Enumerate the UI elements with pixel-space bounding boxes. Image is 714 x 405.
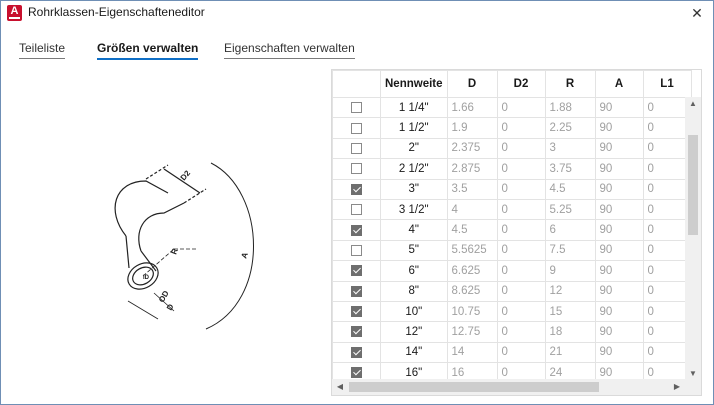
row-checkbox[interactable] <box>351 245 362 256</box>
cell-d2[interactable]: 0 <box>497 240 545 260</box>
cell-d[interactable]: 5.5625 <box>447 240 497 260</box>
cell-r[interactable]: 5.25 <box>545 199 595 219</box>
cell-r[interactable]: 12 <box>545 281 595 301</box>
table-row[interactable] <box>333 159 692 179</box>
row-select-cell[interactable] <box>333 118 381 138</box>
cell-l1[interactable]: 0 <box>643 240 691 260</box>
table-row[interactable] <box>333 98 692 118</box>
cell-d2[interactable]: 0 <box>497 159 545 179</box>
table-row[interactable] <box>333 301 692 321</box>
cell-a[interactable]: 90 <box>595 322 643 342</box>
cell-r[interactable]: 18 <box>545 322 595 342</box>
cell-d2[interactable]: 0 <box>497 363 545 383</box>
row-select-cell[interactable] <box>333 342 381 362</box>
cell-nennweite[interactable]: 5" <box>381 240 448 260</box>
cell-a[interactable]: 90 <box>595 159 643 179</box>
cell-nennweite[interactable]: 3" <box>381 179 448 199</box>
cell-d2[interactable]: 0 <box>497 199 545 219</box>
cell-d[interactable]: 2.375 <box>447 138 497 158</box>
row-checkbox[interactable] <box>351 367 362 378</box>
row-checkbox[interactable] <box>351 102 362 113</box>
vertical-scroll-thumb[interactable] <box>688 135 698 235</box>
cell-a[interactable]: 90 <box>595 342 643 362</box>
cell-d[interactable]: 1.9 <box>447 118 497 138</box>
table-row[interactable] <box>333 240 692 260</box>
cell-a[interactable]: 90 <box>595 220 643 240</box>
cell-r[interactable]: 1.88 <box>545 98 595 118</box>
row-checkbox[interactable] <box>351 184 362 195</box>
cell-l1[interactable]: 0 <box>643 118 691 138</box>
cell-r[interactable]: 3.75 <box>545 159 595 179</box>
row-select-cell[interactable] <box>333 220 381 240</box>
cell-l1[interactable]: 0 <box>643 261 691 281</box>
cell-a[interactable]: 90 <box>595 138 643 158</box>
tab-eigenschaften-verwalten[interactable]: Eigenschaften verwalten <box>224 41 355 59</box>
col-header-l1[interactable]: L1 <box>643 71 691 98</box>
row-checkbox[interactable] <box>351 123 362 134</box>
cell-l1[interactable]: 0 <box>643 179 691 199</box>
cell-d2[interactable]: 0 <box>497 220 545 240</box>
cell-d[interactable]: 12.75 <box>447 322 497 342</box>
col-header-select[interactable] <box>333 71 381 98</box>
col-header-r[interactable]: R <box>545 71 595 98</box>
title-bar <box>1 1 713 25</box>
row-checkbox[interactable] <box>351 204 362 215</box>
label-d: D <box>164 302 176 312</box>
cell-nennweite[interactable]: 16" <box>381 363 448 383</box>
cell-d2[interactable]: 0 <box>497 138 545 158</box>
table-row[interactable] <box>333 220 692 240</box>
cell-a[interactable]: 90 <box>595 301 643 321</box>
cell-nennweite[interactable]: 3 1/2" <box>381 199 448 219</box>
cell-d2[interactable]: 0 <box>497 98 545 118</box>
cell-d[interactable]: 8.625 <box>447 281 497 301</box>
window-title: Rohrklassen-Eigenschafteneditor <box>28 5 205 19</box>
cell-nennweite[interactable]: 6" <box>381 261 448 281</box>
col-header-d[interactable]: D <box>447 71 497 98</box>
cell-l1[interactable]: 0 <box>643 199 691 219</box>
tab-groessen-verwalten[interactable]: Größen verwalten <box>97 41 198 60</box>
row-checkbox[interactable] <box>351 306 362 317</box>
cell-d2[interactable]: 0 <box>497 118 545 138</box>
label-id: ID <box>143 275 149 281</box>
label-a: A <box>239 251 250 260</box>
elbow-outer-curve <box>115 181 168 236</box>
cell-l1[interactable]: 0 <box>643 98 691 118</box>
label-od: OD <box>156 289 171 304</box>
elbow-inner-curve <box>139 203 184 251</box>
row-select-cell[interactable] <box>333 322 381 342</box>
cell-r[interactable]: 3 <box>545 138 595 158</box>
row-select-cell[interactable] <box>333 301 381 321</box>
cell-d[interactable]: 6.625 <box>447 261 497 281</box>
horizontal-scrollbar[interactable] <box>332 379 701 395</box>
scroll-left-icon[interactable]: ◀ <box>336 382 344 391</box>
scrollbar-corner <box>685 379 701 395</box>
cell-d2[interactable]: 0 <box>497 261 545 281</box>
cell-l1[interactable]: 0 <box>643 301 691 321</box>
cell-d[interactable]: 16 <box>447 363 497 383</box>
col-header-d2[interactable]: D2 <box>497 71 545 98</box>
cell-nennweite[interactable]: 1 1/4" <box>381 98 448 118</box>
table-row[interactable] <box>333 118 692 138</box>
cell-l1[interactable]: 0 <box>643 342 691 362</box>
cell-d[interactable]: 14 <box>447 342 497 362</box>
sizes-grid <box>331 69 702 396</box>
cell-l1[interactable]: 0 <box>643 138 691 158</box>
table-row[interactable] <box>333 322 692 342</box>
row-checkbox[interactable] <box>351 225 362 236</box>
cell-a[interactable]: 90 <box>595 281 643 301</box>
cell-d2[interactable]: 0 <box>497 301 545 321</box>
cell-d[interactable]: 4.5 <box>447 220 497 240</box>
col-header-nennweite[interactable]: Nennweite <box>381 71 448 98</box>
close-icon[interactable]: ✕ <box>691 5 703 21</box>
sizes-table <box>332 70 692 383</box>
cell-nennweite[interactable]: 2 1/2" <box>381 159 448 179</box>
cell-nennweite[interactable]: 12" <box>381 322 448 342</box>
cell-r[interactable]: 24 <box>545 363 595 383</box>
cell-r[interactable]: 2.25 <box>545 118 595 138</box>
row-checkbox[interactable] <box>351 286 362 297</box>
row-select-cell[interactable] <box>333 98 381 118</box>
cell-d2[interactable]: 0 <box>497 179 545 199</box>
table-row[interactable] <box>333 199 692 219</box>
col-header-a[interactable]: A <box>595 71 643 98</box>
cell-d[interactable]: 4 <box>447 199 497 219</box>
row-checkbox[interactable] <box>351 163 362 174</box>
row-select-cell[interactable] <box>333 281 381 301</box>
row-select-cell[interactable] <box>333 240 381 260</box>
table-row[interactable] <box>333 261 692 281</box>
row-select-cell[interactable] <box>333 179 381 199</box>
cell-nennweite[interactable]: 1 1/2" <box>381 118 448 138</box>
row-select-cell[interactable] <box>333 159 381 179</box>
cell-a[interactable]: 90 <box>595 240 643 260</box>
row-checkbox[interactable] <box>351 326 362 337</box>
cell-l1[interactable]: 0 <box>643 159 691 179</box>
cell-d[interactable]: 2.875 <box>447 159 497 179</box>
cell-a[interactable]: 90 <box>595 179 643 199</box>
label-d2: D2 <box>178 168 193 183</box>
table-row[interactable] <box>333 138 692 158</box>
cell-d[interactable]: 1.66 <box>447 98 497 118</box>
cell-d[interactable]: 3.5 <box>447 179 497 199</box>
cell-nennweite[interactable]: 14" <box>381 342 448 362</box>
cell-l1[interactable]: 0 <box>643 363 691 383</box>
cell-d[interactable]: 10.75 <box>447 301 497 321</box>
cell-r[interactable]: 9 <box>545 261 595 281</box>
row-checkbox[interactable] <box>351 143 362 154</box>
scroll-up-icon[interactable]: ▲ <box>689 99 697 108</box>
row-checkbox[interactable] <box>351 265 362 276</box>
cell-l1[interactable]: 0 <box>643 322 691 342</box>
row-checkbox[interactable] <box>351 347 362 358</box>
cell-a[interactable]: 90 <box>595 118 643 138</box>
cell-r[interactable]: 15 <box>545 301 595 321</box>
scroll-right-icon[interactable]: ▶ <box>673 382 681 391</box>
cell-a[interactable]: 90 <box>595 363 643 383</box>
elbow-fitting-diagram <box>96 151 266 341</box>
cell-l1[interactable]: 0 <box>643 220 691 240</box>
cell-r[interactable]: 4.5 <box>545 179 595 199</box>
cell-r[interactable]: 7.5 <box>545 240 595 260</box>
cell-r[interactable]: 6 <box>545 220 595 240</box>
autocad-app-icon: A <box>7 5 22 21</box>
cell-a[interactable]: 90 <box>595 261 643 281</box>
row-select-cell[interactable] <box>333 199 381 219</box>
table-row[interactable] <box>333 179 692 199</box>
row-select-cell[interactable] <box>333 138 381 158</box>
cell-nennweite[interactable]: 8" <box>381 281 448 301</box>
label-r: R <box>169 247 180 256</box>
row-select-cell[interactable] <box>333 261 381 281</box>
scroll-down-icon[interactable]: ▼ <box>689 369 697 378</box>
cell-l1[interactable]: 0 <box>643 281 691 301</box>
cell-d2[interactable]: 0 <box>497 342 545 362</box>
table-row[interactable] <box>333 342 692 362</box>
vertical-scrollbar[interactable] <box>685 97 701 381</box>
cell-nennweite[interactable]: 2" <box>381 138 448 158</box>
table-row[interactable] <box>333 281 692 301</box>
cell-r[interactable]: 21 <box>545 342 595 362</box>
cell-nennweite[interactable]: 10" <box>381 301 448 321</box>
cell-nennweite[interactable]: 4" <box>381 220 448 240</box>
cell-d2[interactable]: 0 <box>497 322 545 342</box>
cell-a[interactable]: 90 <box>595 98 643 118</box>
header-row <box>333 71 692 98</box>
cell-a[interactable]: 90 <box>595 199 643 219</box>
tab-teileliste[interactable]: Teileliste <box>19 41 65 59</box>
cell-d2[interactable]: 0 <box>497 281 545 301</box>
horizontal-scroll-thumb[interactable] <box>349 382 599 392</box>
